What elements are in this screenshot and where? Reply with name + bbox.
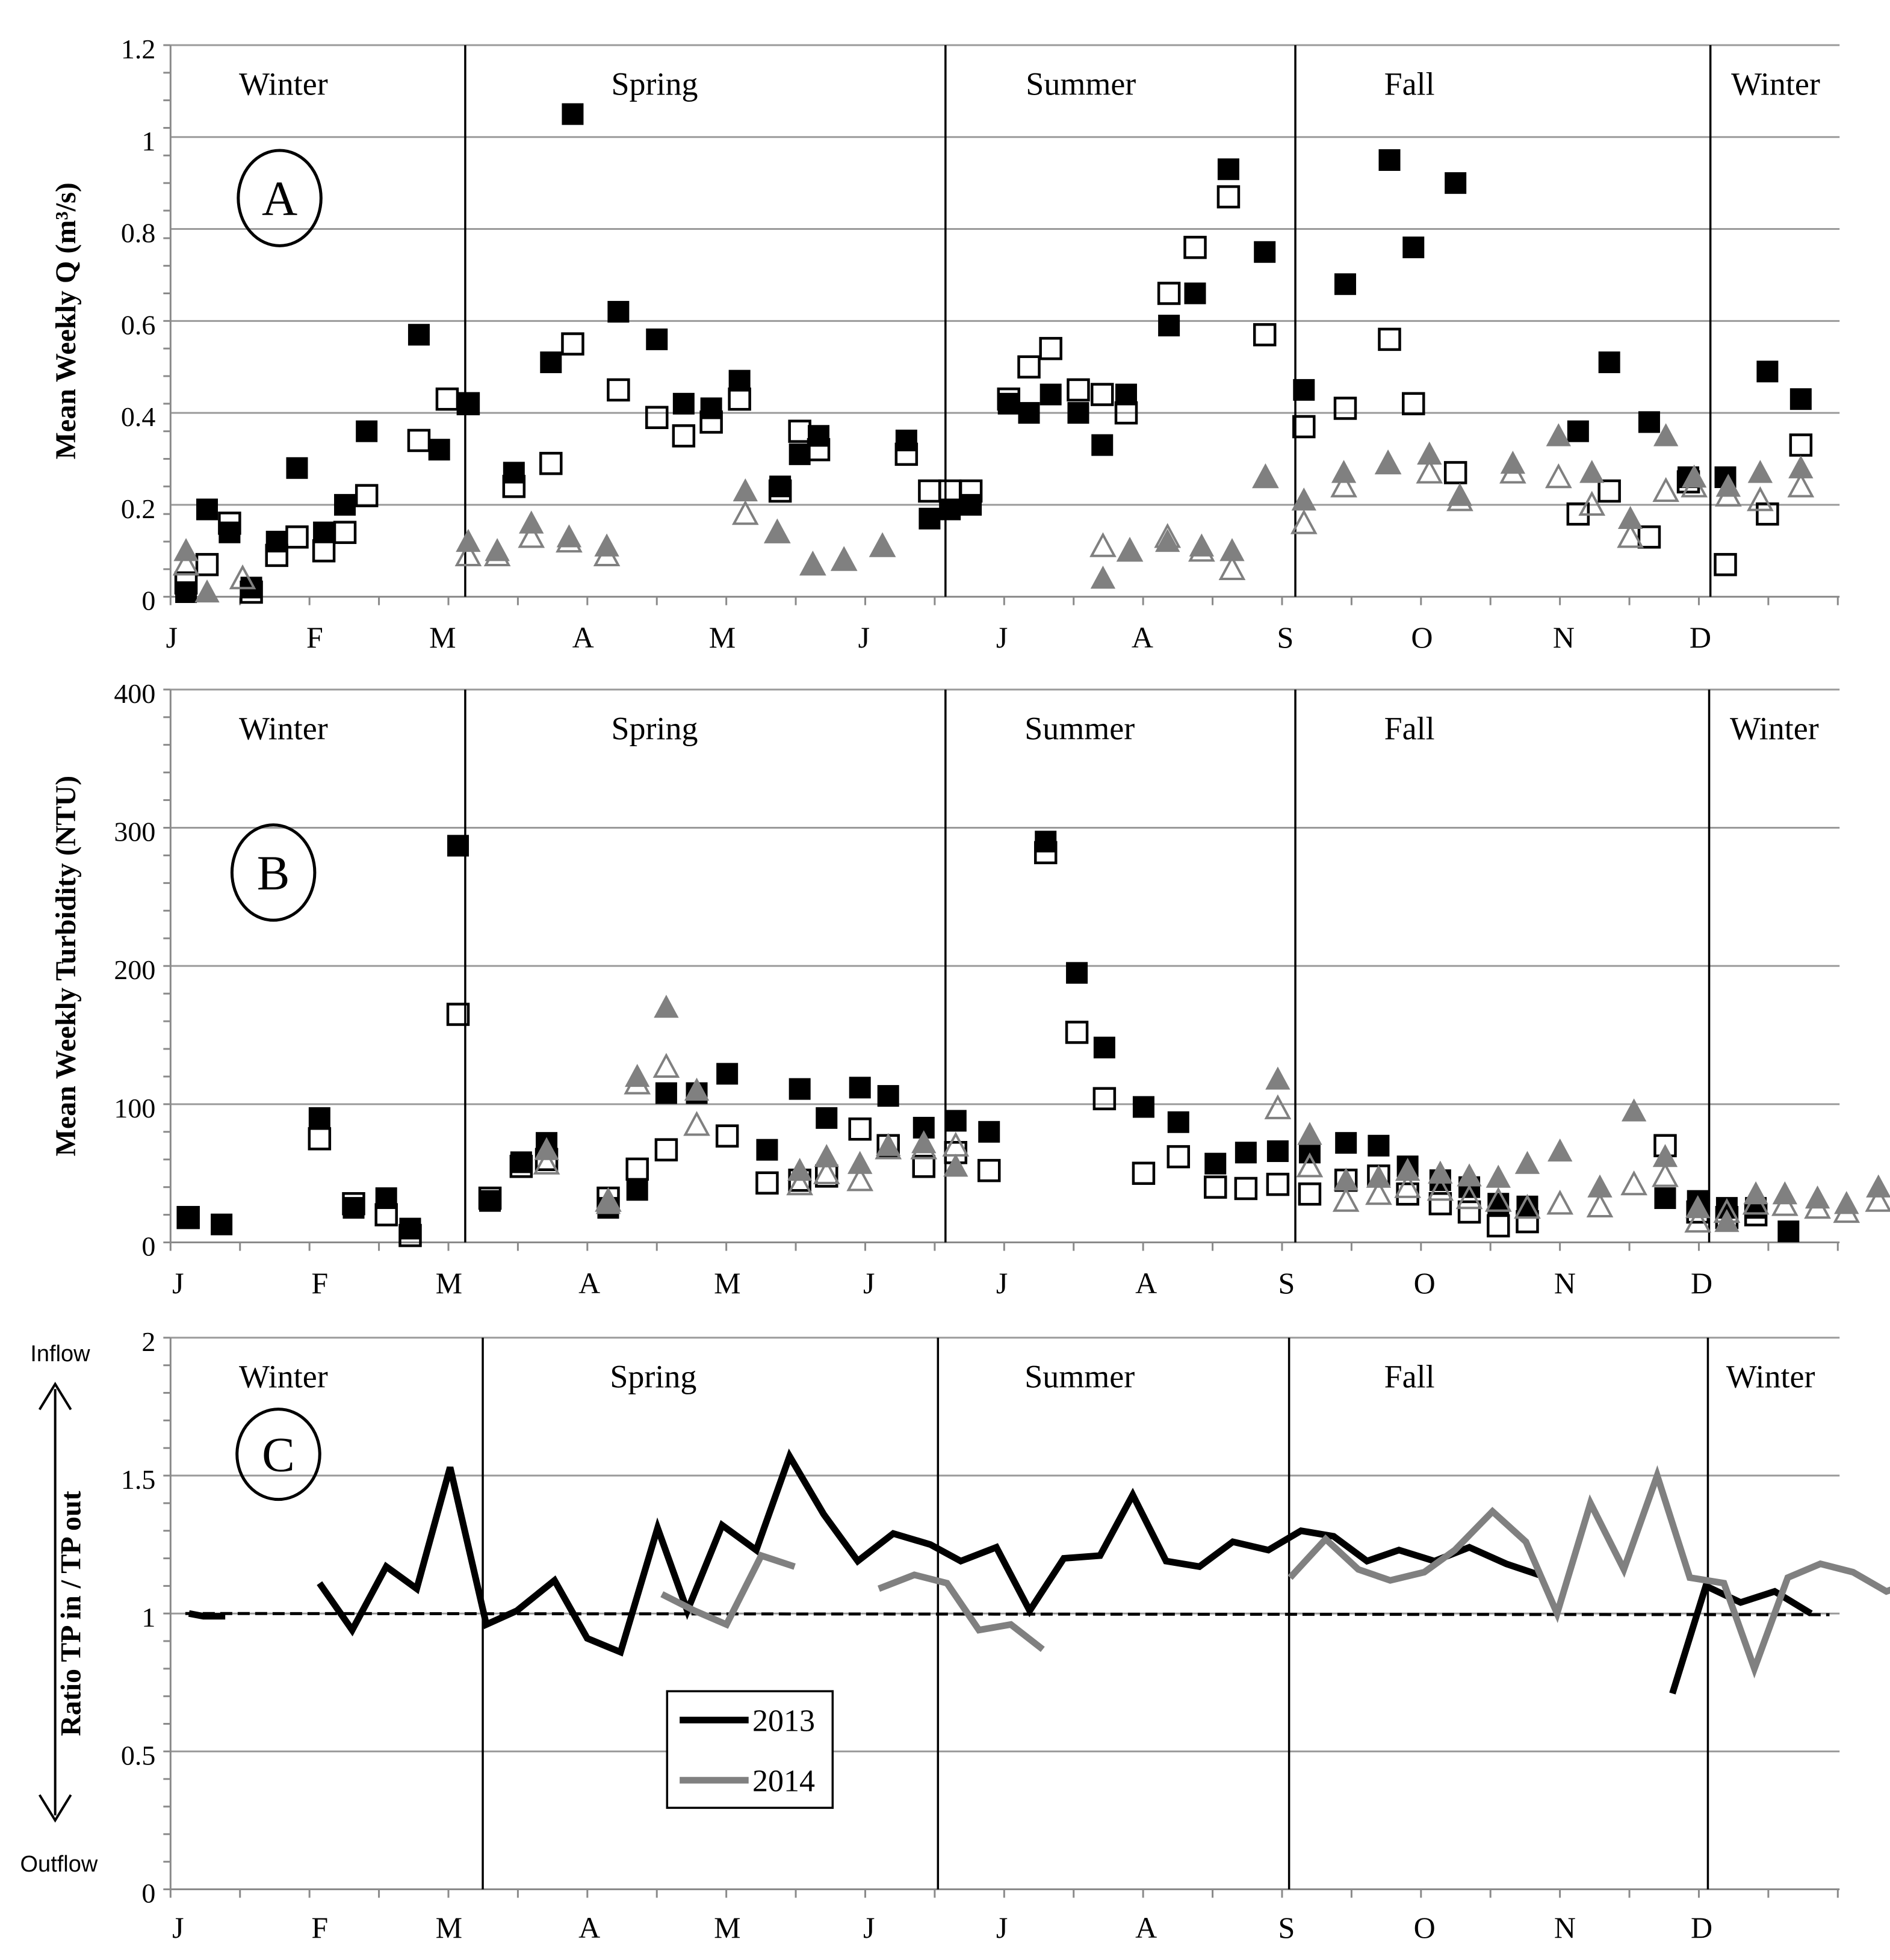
data-point-square [1254, 324, 1275, 345]
data-point-triangle [1458, 1164, 1481, 1186]
data-point-square [896, 444, 917, 465]
data-point-square [717, 1063, 737, 1084]
data-point-square [717, 1126, 737, 1146]
month-label: A [578, 1910, 601, 1944]
data-point-square [878, 1086, 899, 1106]
month-label: S [1278, 1266, 1295, 1300]
month-label: D [1690, 1910, 1713, 1944]
y-tick-label: 1.2 [120, 33, 156, 64]
data-point-square [448, 835, 468, 856]
data-point-square [1205, 1154, 1225, 1174]
data-point-square [627, 1159, 648, 1179]
season-label: Winter [1726, 1358, 1815, 1395]
panel-c [20, 1326, 1890, 1944]
data-point-square [770, 481, 790, 501]
month-label: N [1554, 1910, 1576, 1944]
month-label: J [172, 1910, 184, 1944]
data-point-square [1488, 1216, 1508, 1236]
data-point-square [999, 389, 1019, 409]
month-label: J [863, 1910, 875, 1944]
data-point-square [1757, 504, 1777, 524]
data-point-square [1067, 1022, 1087, 1042]
data-point-square [1335, 398, 1356, 418]
data-point-square [335, 495, 355, 515]
data-point-square [314, 540, 334, 561]
month-label: F [306, 620, 323, 655]
data-point-triangle [1581, 461, 1603, 482]
month-label: F [311, 1910, 329, 1944]
month-label: N [1552, 620, 1575, 655]
data-point-square [1379, 150, 1399, 170]
data-point-square [1599, 352, 1620, 373]
data-point-square [1185, 237, 1206, 258]
data-point-square [1168, 1112, 1189, 1133]
data-point-square [646, 329, 667, 350]
data-marks [178, 831, 1890, 1246]
season-label: Spring [611, 710, 698, 747]
data-point-square [267, 545, 287, 566]
data-point-square [1459, 1202, 1479, 1222]
data-point-square [627, 1179, 648, 1200]
month-label: J [996, 1266, 1008, 1300]
data-point-square [287, 458, 307, 478]
data-point-square [376, 1205, 397, 1225]
data-point-square [178, 1207, 199, 1228]
data-point-square [730, 389, 750, 409]
data-point-triangle [655, 996, 678, 1017]
month-label: O [1413, 1910, 1436, 1944]
season-label: Winter [1729, 710, 1819, 747]
data-point-square [1092, 435, 1112, 456]
data-point-square [919, 481, 940, 501]
data-point-triangle [1516, 1152, 1538, 1173]
data-point-square [1019, 357, 1040, 377]
data-point-square [335, 522, 355, 543]
data-point-triangle [1547, 424, 1570, 445]
panel-letter: A [261, 171, 298, 226]
data-point-square [608, 380, 628, 400]
data-point-square [1159, 315, 1179, 336]
data-point-triangle [1867, 1176, 1890, 1197]
y-tick-label: 2 [141, 1326, 156, 1357]
y-tick-label: 300 [114, 816, 156, 847]
data-point-square [1254, 242, 1275, 262]
data-point-square [437, 389, 457, 409]
data-point-square [1403, 394, 1424, 414]
data-point-square [1639, 412, 1659, 432]
month-label: J [858, 620, 870, 655]
data-point-square [1268, 1174, 1288, 1195]
data-point-square [1218, 159, 1239, 179]
data-point-square [211, 1214, 232, 1235]
data-point-square [656, 1140, 677, 1160]
month-label: M [708, 620, 736, 655]
data-point-square [1300, 1184, 1320, 1204]
season-label: Summer [1024, 1358, 1135, 1395]
month-label: J [863, 1266, 875, 1300]
y-tick-label: 0.2 [120, 493, 156, 524]
season-label: Winter [238, 1358, 328, 1395]
data-point-square [1185, 283, 1206, 303]
data-point-square [176, 573, 196, 593]
season-label: Summer [1024, 710, 1135, 747]
month-label: F [311, 1266, 329, 1300]
month-label: A [1135, 1266, 1157, 1300]
season-label: Fall [1384, 66, 1435, 102]
y-tick-label: 0 [141, 1878, 156, 1909]
data-point-square [790, 1079, 810, 1099]
season-label: Winter [238, 66, 328, 102]
data-point-square [197, 499, 217, 520]
data-point-square [1368, 1136, 1389, 1156]
data-point-square [608, 301, 628, 322]
data-point-square [1599, 481, 1620, 501]
data-point-square [541, 352, 561, 373]
data-point-triangle [1266, 1068, 1289, 1089]
reference-line [185, 1613, 1830, 1615]
data-point-square [1757, 361, 1777, 382]
data-point-square [790, 444, 810, 465]
data-point-square [1041, 338, 1061, 359]
panel-letter: C [262, 1427, 295, 1482]
data-point-triangle [734, 502, 757, 524]
season-label: Fall [1384, 710, 1435, 747]
season-label: Spring [611, 66, 698, 102]
data-point-square [1517, 1211, 1537, 1232]
data-point-square [504, 476, 524, 496]
data-point-square [919, 509, 940, 529]
data-point-square [940, 481, 960, 501]
season-label: Summer [1026, 66, 1136, 102]
month-label: M [429, 620, 456, 655]
data-point-square [1568, 421, 1588, 442]
data-point-square [1294, 416, 1314, 437]
series-line-2014 [1290, 1476, 1890, 1669]
data-point-triangle [1266, 1097, 1289, 1118]
data-point-square [1379, 329, 1399, 350]
data-point-triangle [1091, 535, 1114, 556]
y-axis-label: Mean Weekly Q (m³/s) [49, 182, 82, 460]
month-label: A [578, 1266, 601, 1300]
data-point-square [1403, 237, 1424, 258]
data-point-square [1218, 187, 1239, 207]
data-point-triangle [1487, 1166, 1510, 1187]
data-point-square [816, 1108, 837, 1128]
data-point-triangle [1254, 466, 1277, 487]
inflow-label: Inflow [30, 1341, 90, 1367]
month-label: J [172, 1266, 184, 1300]
data-point-square [1639, 527, 1659, 547]
data-point-square [429, 439, 450, 460]
y-tick-label: 200 [114, 954, 156, 986]
data-point-square [1445, 173, 1466, 193]
data-point-square [1778, 1221, 1799, 1241]
data-point-square [1335, 274, 1356, 294]
data-point-square [343, 1193, 364, 1214]
data-point-triangle [1549, 1192, 1572, 1213]
data-point-square [757, 1140, 777, 1160]
series-line-2013 [189, 1613, 225, 1616]
data-point-square [458, 394, 479, 414]
data-point-square [1445, 462, 1466, 483]
data-point-square [850, 1077, 870, 1098]
data-point-triangle [766, 521, 789, 542]
data-point-square [1067, 963, 1087, 983]
data-point-square [1094, 1089, 1115, 1109]
data-point-square [197, 554, 217, 575]
data-point-square [562, 104, 583, 125]
data-point-triangle [801, 553, 824, 574]
data-point-square [1236, 1142, 1256, 1163]
data-point-square [1035, 842, 1056, 863]
y-tick-label: 1.5 [120, 1464, 156, 1495]
data-point-square [850, 1119, 870, 1139]
data-point-square [1336, 1133, 1356, 1153]
series-line-2013 [320, 1456, 1539, 1652]
data-point-square [1133, 1163, 1154, 1184]
y-tick-label: 1 [141, 125, 156, 156]
y-tick-label: 0 [141, 1231, 156, 1262]
data-point-square [646, 407, 667, 428]
data-point-square [674, 394, 694, 414]
data-point-square [1205, 1177, 1225, 1198]
panel-a [50, 34, 1839, 654]
season-label: Fall [1384, 1358, 1435, 1395]
month-label: M [435, 1266, 463, 1300]
y-tick-label: 100 [114, 1092, 156, 1124]
season-label: Spring [610, 1358, 697, 1395]
panel-b [50, 678, 1890, 1300]
data-point-square [511, 1156, 531, 1176]
data-point-square [541, 453, 561, 474]
data-point-square [309, 1128, 330, 1149]
data-point-square [287, 527, 307, 547]
data-point-square [1236, 1178, 1256, 1199]
data-point-square [1655, 1188, 1675, 1208]
data-point-square [790, 421, 810, 442]
data-point-triangle [655, 1056, 678, 1077]
data-point-square [979, 1160, 999, 1181]
y-tick-label: 1 [141, 1602, 156, 1633]
y-tick-label: 0.8 [120, 217, 156, 249]
data-point-triangle [1653, 1164, 1676, 1186]
data-point-square [674, 425, 694, 446]
y-tick-label: 0.5 [120, 1740, 156, 1771]
y-tick-label: 400 [114, 678, 156, 709]
legend [667, 1691, 832, 1808]
data-point-square [219, 513, 240, 533]
y-axis-label: Ratio TP in / TP out [55, 1491, 87, 1737]
y-tick-label: 0.6 [120, 309, 156, 341]
data-point-square [409, 430, 429, 451]
legend-label: 2013 [752, 1704, 815, 1739]
data-point-square [1791, 389, 1811, 409]
month-label: A [1135, 1910, 1157, 1944]
data-point-triangle [626, 1065, 649, 1086]
data-point-triangle [1298, 1123, 1321, 1144]
data-point-triangle [1588, 1195, 1611, 1216]
y-tick-label: 0 [141, 585, 156, 616]
season-label: Winter [238, 710, 328, 747]
season-label: Winter [1731, 66, 1820, 102]
month-label: J [166, 620, 178, 655]
data-point-square [1068, 380, 1088, 400]
data-point-triangle [1549, 1140, 1572, 1161]
month-label: M [714, 1910, 741, 1944]
month-label: S [1278, 1910, 1295, 1944]
data-point-triangle [175, 539, 197, 560]
data-point-triangle [1118, 539, 1141, 560]
data-point-square [1092, 385, 1112, 405]
data-point-triangle [1623, 1173, 1646, 1194]
data-point-square [1715, 554, 1735, 575]
data-point-triangle [196, 581, 218, 602]
data-point-triangle [1749, 461, 1771, 482]
data-point-square [356, 486, 377, 506]
data-point-triangle [734, 480, 757, 501]
data-point-square [961, 481, 981, 501]
data-point-square [1068, 403, 1088, 423]
month-label: M [714, 1266, 741, 1300]
month-label: D [1689, 620, 1712, 655]
month-label: A [572, 620, 594, 655]
data-point-square [448, 1004, 468, 1025]
data-point-triangle [1547, 466, 1570, 487]
data-point-triangle [520, 512, 543, 533]
data-point-triangle [832, 549, 855, 570]
data-point-square [400, 1225, 420, 1246]
data-marks [175, 104, 1812, 602]
data-point-square [1791, 435, 1811, 456]
data-point-square [946, 1110, 966, 1131]
data-point-square [1168, 1146, 1189, 1167]
data-point-triangle [1655, 480, 1678, 501]
data-point-square [1041, 385, 1061, 405]
y-axis-label: Mean Weekly Turbidity (NTU) [49, 775, 82, 1157]
data-point-square [1133, 1096, 1154, 1117]
data-point-square [1019, 403, 1040, 423]
data-point-triangle [1623, 1099, 1646, 1121]
month-label: J [996, 620, 1008, 655]
month-label: O [1411, 620, 1433, 655]
y-tick-label: 0.4 [120, 401, 156, 433]
month-label: D [1690, 1266, 1713, 1300]
data-point-square [979, 1122, 999, 1142]
data-point-square [1116, 403, 1136, 423]
data-point-square [409, 324, 429, 345]
month-label: A [1131, 620, 1153, 655]
data-point-triangle [686, 1113, 708, 1134]
data-point-square [356, 421, 377, 442]
data-point-square [562, 334, 583, 354]
data-point-square [1430, 1193, 1451, 1214]
data-point-triangle [1334, 1190, 1357, 1211]
month-label: J [996, 1910, 1008, 1944]
data-point-triangle [1377, 452, 1399, 473]
data-point-square [1094, 1037, 1115, 1058]
data-point-triangle [1091, 567, 1114, 588]
data-point-square [1268, 1141, 1288, 1161]
data-point-triangle [1333, 461, 1356, 482]
data-point-square [757, 1173, 777, 1193]
data-point-square [1159, 283, 1179, 303]
data-point-square [808, 439, 829, 460]
data-point-triangle [871, 535, 894, 556]
data-point-square [701, 412, 722, 432]
panel-letter: B [256, 845, 290, 900]
legend-label: 2014 [752, 1764, 815, 1799]
month-label: S [1277, 620, 1294, 655]
data-point-square [656, 1083, 677, 1103]
data-point-triangle [457, 530, 480, 551]
data-point-square [309, 1108, 330, 1128]
data-point-square [1294, 380, 1314, 400]
outflow-label: Outflow [20, 1851, 98, 1877]
month-label: O [1413, 1266, 1436, 1300]
data-point-square [480, 1188, 500, 1208]
month-label: M [435, 1910, 463, 1944]
month-label: N [1554, 1266, 1576, 1300]
